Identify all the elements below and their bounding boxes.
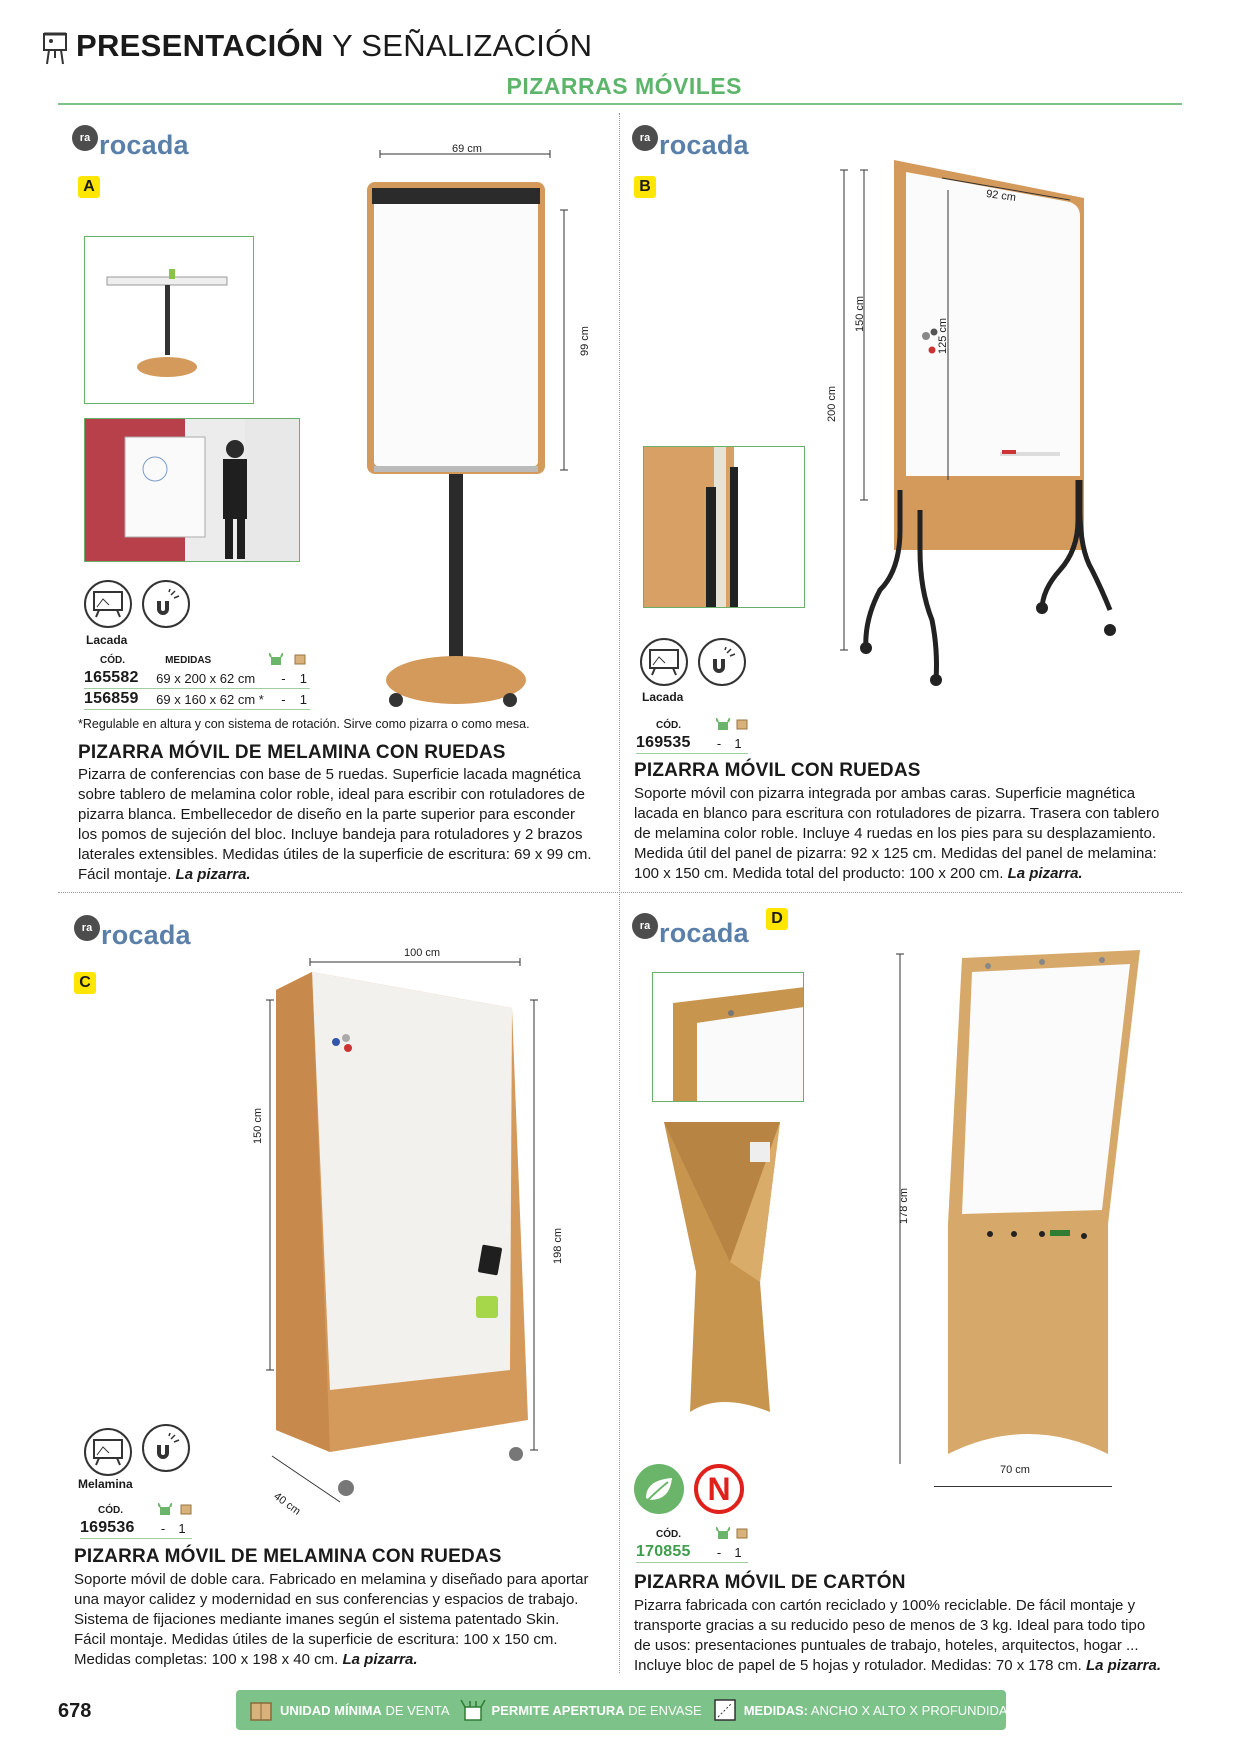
dimension-label-height: 178 cm [898,1187,911,1225]
table-row [84,689,310,710]
desc-line: Incluye bloc de papel de 5 hojas y rotulador. Medidas: 70 x 178 cm. [634,1657,1086,1674]
product-letter: D [766,908,788,930]
product-title: PIZARRA MÓVIL DE CARTÓN [634,1572,906,1593]
whiteboard-lacquered-badge [84,580,132,628]
whiteboard-melamine-badge [84,1428,132,1476]
desc-line: sobre tablero de melamina color roble, ideal para escribir con rotuladores de [78,786,585,803]
desc-line: una mayor calidez y modernidad en sus conferencias y espacios de trabajo. [74,1591,579,1608]
brand-logo-icon: ra [72,125,98,151]
column-divider [619,113,620,1673]
desc-line: los pomos de sujeción del bloc. Incluye bandeja para rotuladores y 2 brazos [78,826,583,843]
product-code-table [80,1502,192,1539]
page-number: 678 [58,1700,92,1722]
product-code-table [84,652,310,710]
dimensions-icon [712,1697,738,1723]
product-title: PIZARRA MÓVIL DE MELAMINA CON RUEDAS [74,1546,502,1567]
desc-line: Medida útil del panel de pizarra: 92 x 125 cm. Medidas del panel de melamina: [634,845,1157,862]
col-code: CÓD. [100,654,125,666]
desc-line: Fácil montaje. Medidas útiles de la superficie de escritura: 100 x 150 cm. [74,1631,558,1648]
magnet-icon [707,647,737,677]
desc-emphasis: La pizarra. [1007,865,1083,882]
product-size: 69 x 160 x 62 cm * [156,691,264,707]
desc-line: Soporte móvil con pizarra integrada por ambas caras. Superficie magnética [634,785,1136,802]
product-photo-back-detail [643,446,805,608]
legend-text: DE VENTA [381,1702,450,1718]
desc-line: pizarra blanca. Embellecedor de diseño en la parte superior para esconder [78,806,575,823]
product-letter: B [634,176,656,198]
desc-line: Pizarra fabricada con cartón reciclado y 100% reciclable. De fácil montaje y [634,1597,1136,1614]
legend-bold: UNIDAD MÍNIMA [280,1702,382,1718]
dimension-label-panel: 150 cm [854,295,867,333]
product-code: 165582 [84,669,139,686]
brand-logo [74,920,191,951]
col-size: MEDIDAS [165,654,212,666]
unit-value: 1 [299,670,307,686]
product-code: 169536 [80,1519,135,1536]
magnetic-badge [142,1424,190,1472]
finish-label: Lacada [86,633,128,647]
finish-label: Melamina [78,1477,133,1491]
open-value: - [281,670,286,686]
brand-logo-icon: ra [632,125,658,151]
dimension-label-height: 99 cm [578,326,591,356]
brand-name: rocada [659,918,749,948]
new-product-badge: N [694,1464,744,1514]
desc-line: Soporte móvil de doble cara. Fabricado en melamina y diseñado para aportar [74,1571,589,1588]
col-code: CÓD. [656,719,681,731]
product-illustration-a [360,140,580,720]
brand-logo [632,918,749,949]
dimension-label-total: 198 cm [552,1227,565,1265]
brand-name: rocada [101,920,191,950]
product-code: 156859 [84,690,139,707]
eco-leaf-badge [634,1464,684,1514]
open-box-icon [716,718,730,733]
product-title: PIZARRA MÓVIL CON RUEDAS [634,760,921,781]
finish-label: Lacada [642,690,684,704]
box-icon [248,1697,274,1723]
open-box-icon [158,1503,172,1518]
product-description [74,1570,614,1670]
legend-bold: MEDIDAS: [743,1702,808,1718]
product-illustration-b [820,150,1140,690]
unit-value: 1 [734,735,742,751]
table-row [636,733,748,754]
magnetic-badge [142,580,190,628]
row-divider [58,892,1182,893]
product-code: 170855 [636,1543,691,1560]
whiteboard-icon [91,1437,125,1467]
desc-line: Fácil montaje. [78,866,176,883]
table-row [80,1518,192,1539]
product-photo-table-mode [84,236,254,404]
dimension-label-total: 200 cm [826,385,839,423]
desc-line: transporte gracias a su reducido peso de menos de 3 kg. Ideal para todo tipo [634,1617,1146,1634]
desc-emphasis: La pizarra. [175,866,251,883]
dimension-label-width: 100 cm [404,947,441,959]
box-icon [180,1503,192,1518]
brand-logo [632,130,749,161]
open-value: - [281,691,286,707]
whiteboard-icon [647,647,681,677]
legend-item-min-unit [248,1697,450,1723]
legend-item-dimensions [712,1697,1017,1723]
desc-line: lacada en blanco para escritura con rotuladores de pizarra. Trasera con tablero [634,805,1160,822]
desc-line: laterales extensibles. Medidas útiles de la superficie de escritura: 69 x 99 cm. [78,846,592,863]
product-size: 69 x 200 x 62 cm [156,670,256,686]
open-box-icon [460,1697,486,1723]
section-subtitle: PIZARRAS MÓVILES [506,73,742,99]
whiteboard-icon [91,589,125,619]
brand-logo-icon: ra [632,913,658,939]
brand-name: rocada [659,130,749,160]
product-photo-folded [660,1112,792,1442]
unit-value: 1 [299,691,307,707]
page-title [76,28,592,64]
box-icon [736,718,748,733]
desc-line: 100 x 150 cm. Medida total del producto: 100 x 200 cm. [634,865,1008,882]
table-row [84,668,310,689]
box-icon [294,653,310,668]
product-code-table [636,717,748,754]
open-box-icon [716,1527,730,1542]
product-photo-in-use [84,418,300,562]
product-photo-corner-detail [652,972,804,1102]
dimension-line-width [934,1486,1112,1487]
open-value: - [160,1520,166,1536]
header-divider [58,103,1182,105]
legend-text: ANCHO X ALTO X PROFUNDIDAD [807,1702,1017,1718]
brand-logo [72,130,189,161]
legend-bold: PERMITE APERTURA [491,1702,625,1718]
product-note: *Regulable en altura y con sistema de rotación. Sirve como pizarra o como mesa. [78,717,530,731]
leaf-icon [642,1474,676,1504]
dimension-label-width: 70 cm [1000,1464,1030,1476]
product-description [634,784,1180,884]
col-code: CÓD. [656,1528,681,1540]
magnetic-badge [698,638,746,686]
dimension-label-width: 69 cm [452,143,482,155]
title-bold: PRESENTACIÓN [76,28,324,63]
desc-line: de melamina color roble. Incluye 4 ruedas en los pies para su desplazamiento. [634,825,1156,842]
title-light: Y SEÑALIZACIÓN [331,28,593,63]
open-value: - [716,1544,722,1560]
product-letter: A [78,176,100,198]
box-icon [736,1527,748,1542]
magnet-icon [151,589,181,619]
dimension-label-depth: 40 cm [271,1490,303,1518]
product-description [634,1596,1180,1676]
desc-emphasis: La pizarra. [342,1651,418,1668]
desc-line: Pizarra de conferencias con base de 5 ruedas. Superficie lacada magnética [78,766,581,783]
magnet-icon [151,1433,181,1463]
product-code-table [636,1526,748,1563]
product-title: PIZARRA MÓVIL DE MELAMINA CON RUEDAS [78,742,506,763]
presentation-board-icon [42,32,68,66]
desc-line: de usos: presentaciones puntuales de trabajo, hoteles, arquitectos, hogar ... [634,1637,1139,1654]
product-illustration-c [240,950,540,1510]
dimension-label-board: 125 cm [937,317,950,355]
legend-text: DE ENVASE [624,1702,702,1718]
open-value: - [716,735,722,751]
col-code: CÓD. [98,1504,123,1516]
product-code: 169535 [636,734,691,751]
product-letter: C [74,972,96,994]
brand-name: rocada [99,130,189,160]
table-row [636,1542,748,1563]
unit-value: 1 [178,1520,186,1536]
desc-line: Sistema de fijaciones mediante imanes según el sistema patentado Skin. [74,1611,560,1628]
product-illustration-d [890,944,1150,1464]
legend-item-open-pack [460,1697,702,1723]
dimension-label-board: 150 cm [252,1107,265,1145]
dimension-label-width: 92 cm [985,187,1017,205]
legend-bar [236,1690,1017,1730]
product-description [78,765,610,885]
brand-logo-icon: ra [74,915,100,941]
whiteboard-lacquered-badge [640,638,688,686]
desc-line: Medidas completas: 100 x 198 x 40 cm. [74,1651,343,1668]
open-box-icon [269,653,285,668]
unit-value: 1 [734,1544,742,1560]
desc-emphasis: La pizarra. [1085,1657,1161,1674]
